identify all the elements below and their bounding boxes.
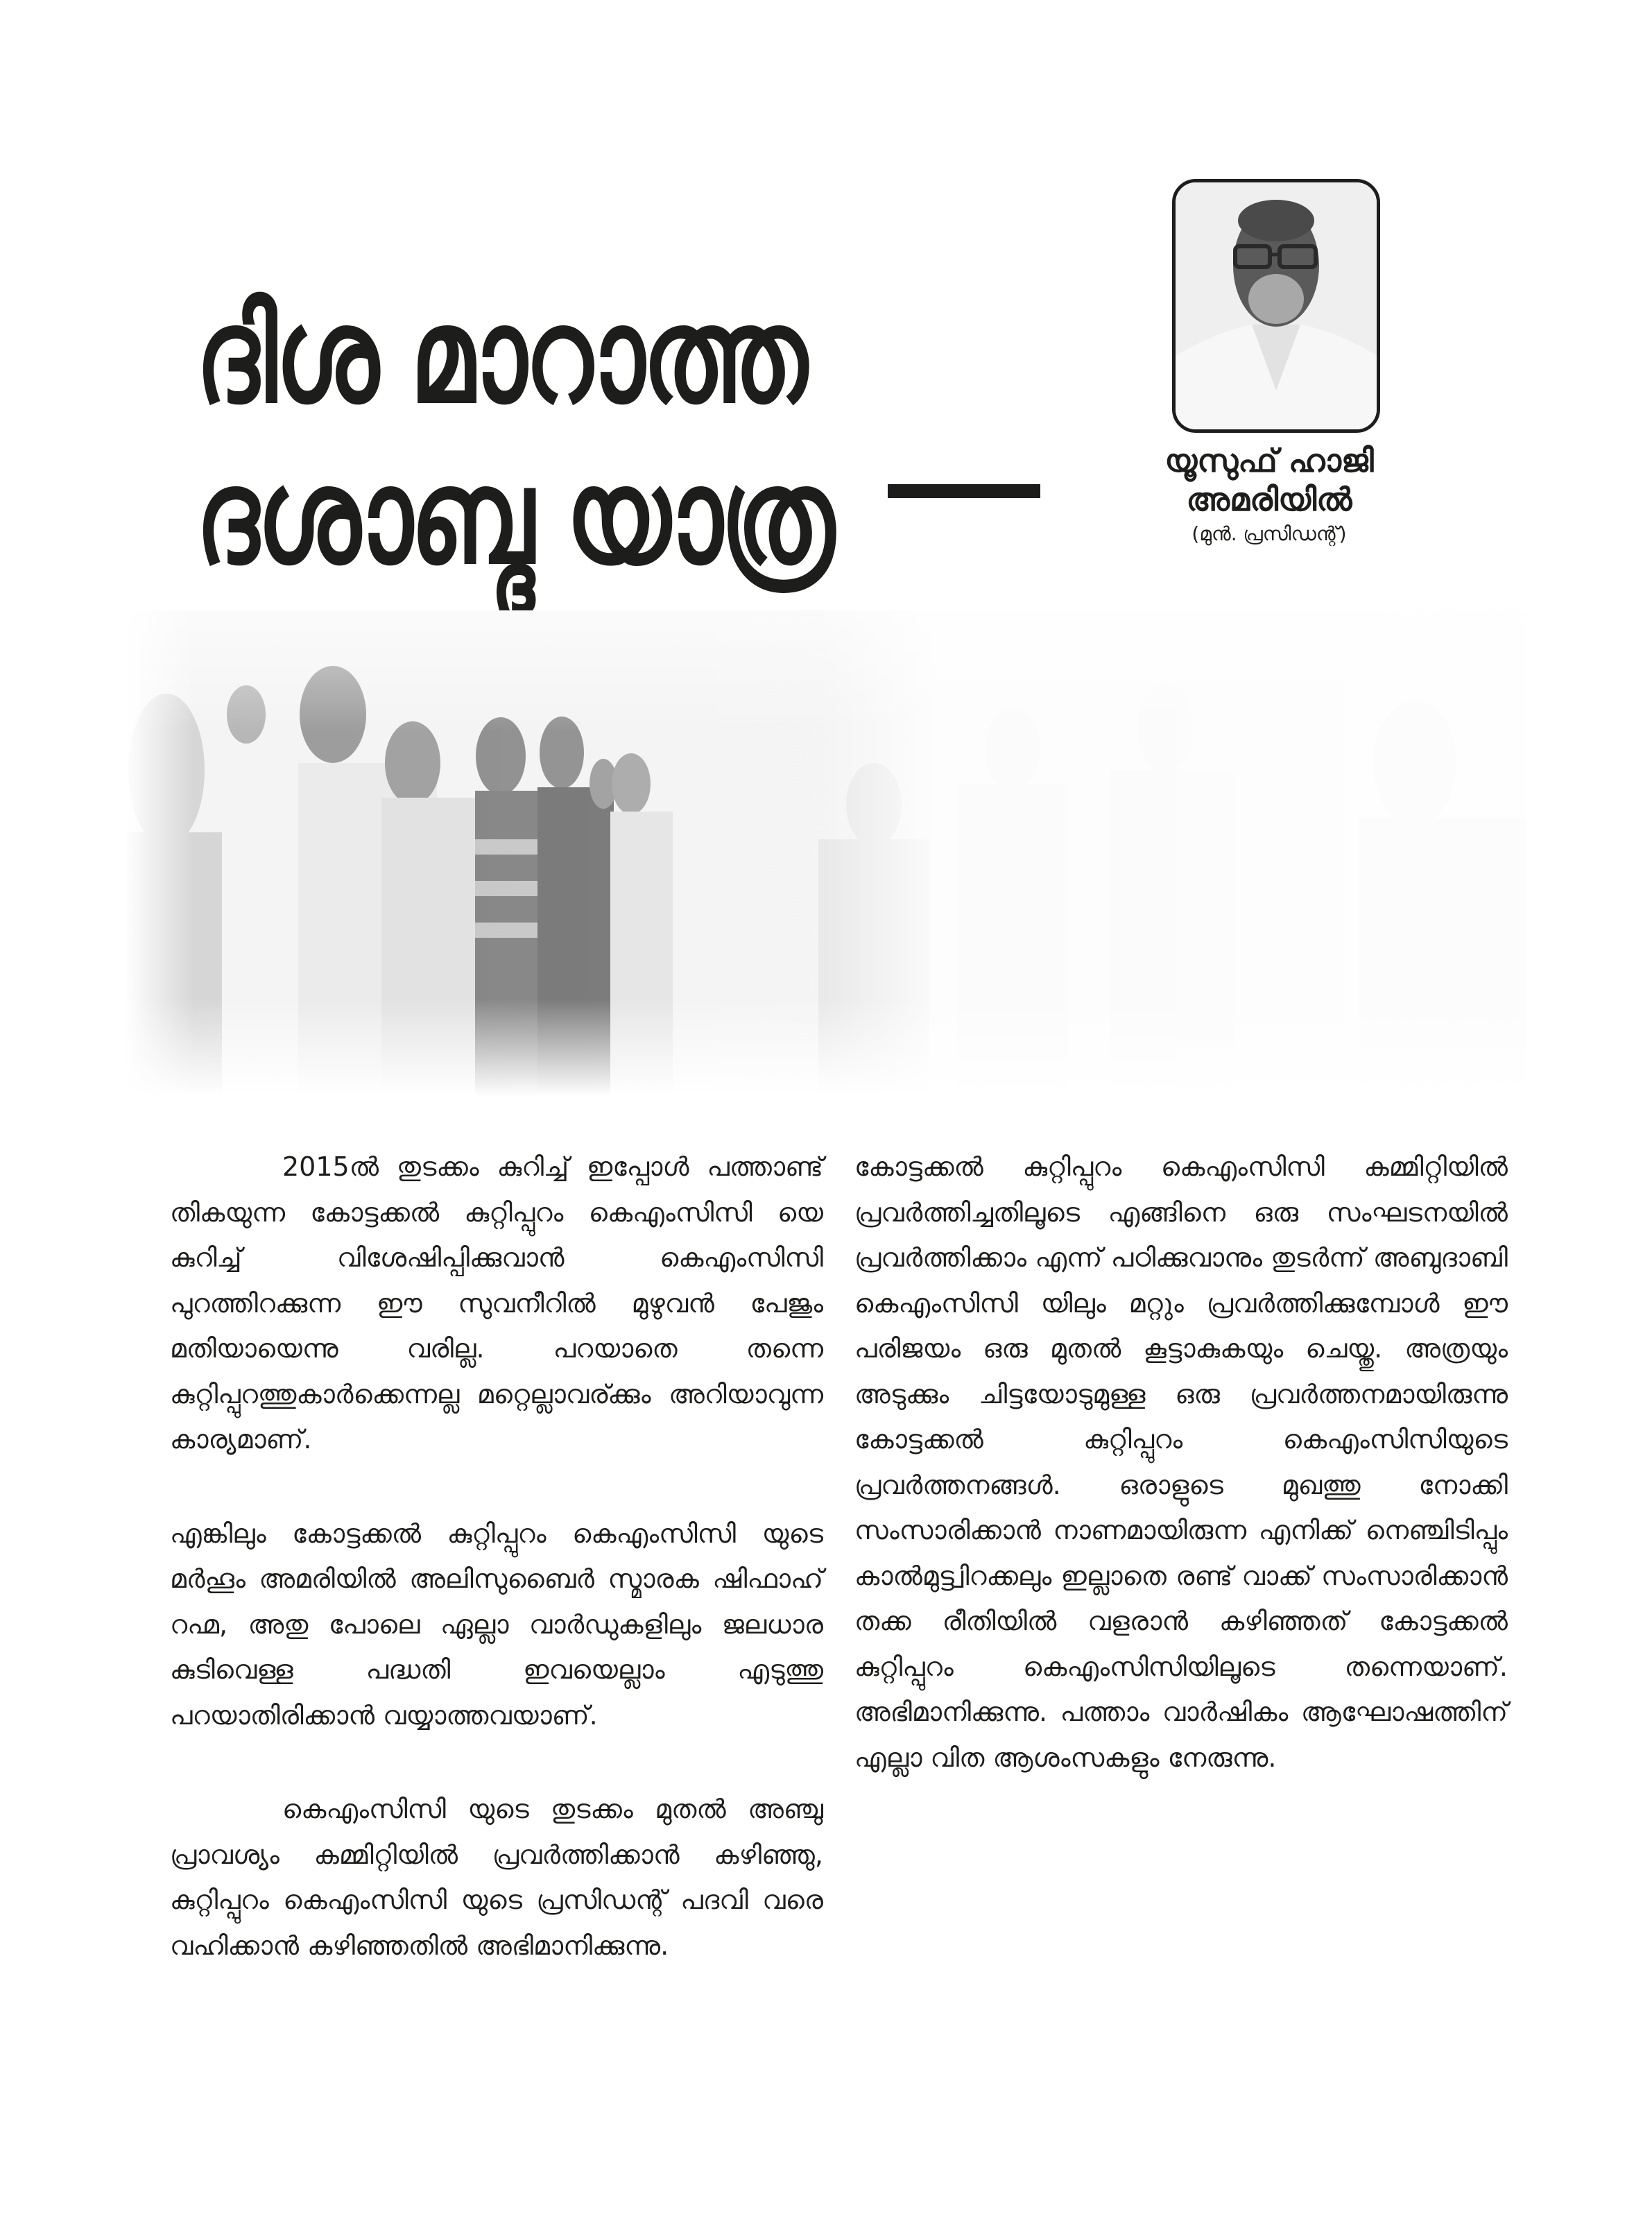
paragraph: 2015ൽ തുടക്കം കുറിച്ച് ഇപ്പോൾ പത്താണ്ട് തികയുന്ന കോട്ടക്കൽ കുറ്റിപ്പുറം കെഎംസിസി യെ കുറിച്ച് വിശേഷിപ്പിക്കുവാൻ കെഎംസിസി പുറത്തിറക്കുന്ന ഈ സുവനീറിൽ മുഴുവൻ പേജും മതിയായെന്നു വരില്ല. പറയാതെ തന്നെ കുറ്റിപ്പുറത്തുകാർക്കെന്നല്ല മറ്റെല്ലാവര്ക്കും അറിയാവുന്ന കാര്യമാണ്. — [170, 1151, 823, 1455]
portrait-photo-icon — [1176, 182, 1377, 429]
title-line-2: ദശാബ്ദ യാത്ര — [196, 440, 833, 594]
paragraph: കെഎംസിസി യുടെ തുടക്കം മുതൽ അഞ്ചു പ്രാവശ്യം കമ്മിറ്റിയിൽ പ്രവർത്തിക്കാൻ കഴിഞ്ഞു, കുറ്റിപ്പുറം കെഎംസിസി യുടെ പ്രസിഡന്റ് പദവി വരെ വഹിക്കാൻ കഴിഞ്ഞതിൽ അഭിമാനിക്കുന്നു. — [170, 1794, 823, 1961]
author-name — [1110, 441, 1429, 519]
body-column-right — [854, 1144, 1508, 1829]
author-name-line-2: അമരിയിൽ — [1186, 481, 1352, 518]
title-underline-rule — [888, 484, 1040, 498]
article-title — [196, 275, 872, 597]
author-name-line-1: യൂസുഫ് ഹാജി — [1164, 442, 1374, 479]
paragraph: കോട്ടക്കൽ കുറ്റിപ്പുറം കെഎംസിസി കമ്മിറ്റിയിൽ പ്രവർത്തിച്ചതിലൂടെ എങ്ങിനെ ഒരു സംഘടനയിൽ പ്രവർത്തിക്കാം എന്ന് പഠിക്കുവാനും തുടർന്ന് അബുദാബി കെഎംസിസി യിലും മറ്റും പ്രവർത്തിക്കുമ്പോൾ ഈ പരിജയം ഒരു മുതൽ കൂട്ടാകുകയും ചെയ്തു. അത്രയും അടുക്കും ചിട്ടയോടുമുള്ള ഒരു പ്രവർത്തനമായിരുന്നു കോട്ടക്കൽ കുറ്റിപ്പുറം കെഎംസിസിയുടെ പ്രവർത്തനങ്ങൾ. ഒരാളുടെ മുഖത്തു നോക്കി സംസാരിക്കാൻ നാണമായിരുന്ന എനിക്ക് നെഞ്ചിടിപ്പും കാൽമുട്ട്വിറക്കലും ഇല്ലാതെ രണ്ട് വാക്ക് സംസാരിക്കാൻ തക്ക രീതിയിൽ വളരാൻ കഴിഞ്ഞത് കോട്ടക്കൽ കുറ്റിപ്പുറം കെഎംസിസിയിലൂടെ തന്നെയാണ്. അഭിമാനിക്കുന്നു. പത്താം വാർഷികം ആഘോഷത്തിന് എല്ലാ വിത ആശംസകളും നേരുന്നു. — [854, 1151, 1508, 1773]
group-photo-icon — [125, 610, 1526, 1096]
body-column-left — [170, 1144, 823, 2017]
paragraph: എങ്കിലും കോട്ടക്കൽ കുറ്റിപ്പുറം കെഎംസിസി യുടെ മർഹൂം അമരിയിൽ അലിസുബൈർ സ്മാരക ഷിഫാഹ് റഹ്മ, അതു പോലെ ഏല്ലാ വാർഡുകളിലും ജലധാര കുടിവെള്ള പദ്ധതി ഇവയെല്ലാം എടുത്തു പറയാതിരിക്കാൻ വയ്യാത്തവയാണ്. — [170, 1518, 823, 1731]
group-photo — [125, 610, 1526, 1096]
author-role: (മുൻ. പ്രസിഡന്റ്) — [1191, 522, 1347, 545]
title-line-1: ദിശ മാറാത്ത — [196, 279, 806, 433]
author-photo — [1172, 179, 1380, 433]
